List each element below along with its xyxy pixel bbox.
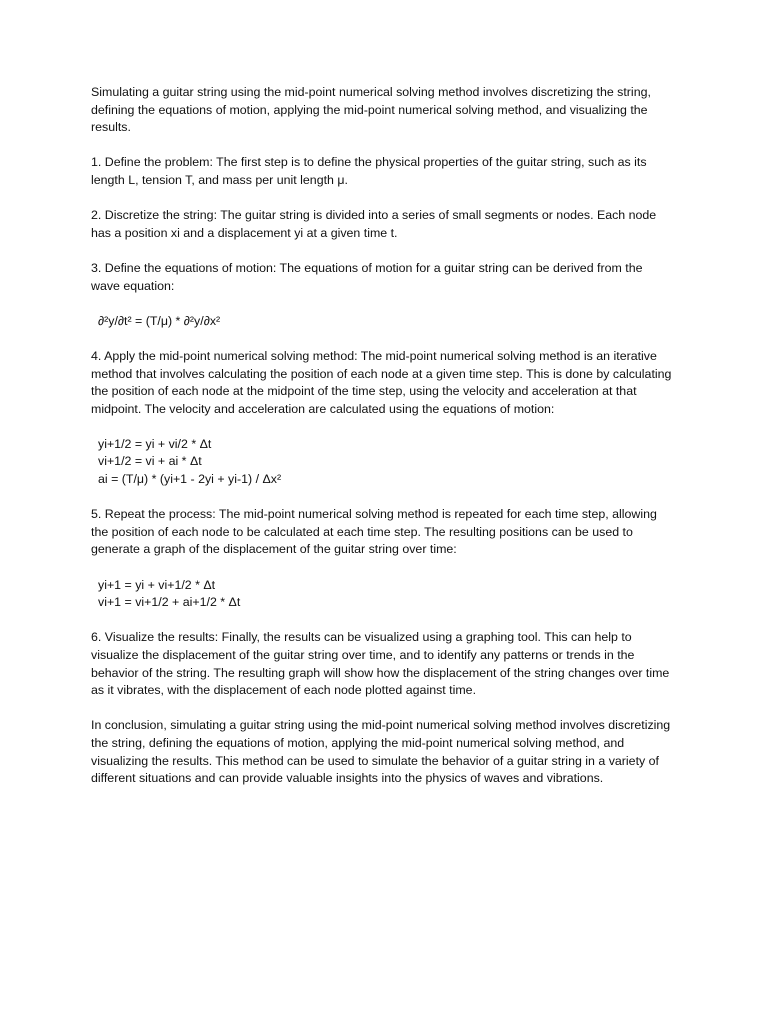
update-equation-position: yi+1 = yi + vi+1/2 * Δt — [98, 577, 216, 592]
update-equations-block — [91, 577, 672, 612]
wave-equation-block — [91, 313, 672, 331]
step-3-paragraph: 3. Define the equations of motion: The equations of motion for a guitar string can be derived from the wave equation: — [91, 260, 646, 293]
conclusion-paragraph: In conclusion, simulating a guitar string using the mid-point numerical solving method involves discretizing the string, defining the equations of motion, applying the mid-point numerical solving method, and visualizing the results. This method can be used to simulate the behavior of a guitar string in a variety of different situations and can provide valuable insights into the physics of waves and vibrations. — [91, 718, 674, 786]
step-2-paragraph: 2. Discretize the string: The guitar string is divided into a series of small segments or nodes. Each node has a position xi and a displacement yi at a given time t. — [91, 208, 660, 240]
step-5-paragraph: 5. Repeat the process: The mid-point numerical solving method is repeated for each time step, allowing the position of each node to be calculated at each time step. The resulting positions can be used to generate a graph of the displacement of the guitar string over time: — [91, 507, 661, 557]
midpoint-equation-acceleration: ai = (T/μ) * (yi+1 - 2yi + yi-1) / Δx² — [98, 472, 282, 487]
midpoint-equation-velocity: vi+1/2 = vi + ai * Δt — [98, 454, 202, 469]
wave-equation: ∂²y/∂t² = (T/μ) * ∂²y/∂x² — [98, 313, 221, 328]
midpoint-equation-position: yi+1/2 = yi + vi/2 * Δt — [98, 436, 212, 451]
intro-paragraph: Simulating a guitar string using the mid-point numerical solving method involves discretizing the string, defining the equations of motion, applying the mid-point numerical solving method, and visualizing the results. — [91, 85, 655, 135]
update-equation-velocity: vi+1 = vi+1/2 + ai+1/2 * Δt — [98, 595, 241, 610]
step-1-paragraph: 1. Define the problem: The first step is to define the physical properties of the guitar string, such as its length L, tension T, and mass per unit length μ. — [91, 155, 651, 187]
midpoint-equations-block — [91, 436, 672, 489]
step-4-paragraph: 4. Apply the mid-point numerical solving method: The mid-point numerical solving method is an iterative method that involves calculating the position of each node at a given time step. This is done by calculating the position of each node at the midpoint of the time step, using the velocity and acceleration at that midpoint. The velocity and acceleration are calculated using the equations of motion: — [91, 348, 675, 416]
step-6-paragraph: 6. Visualize the results: Finally, the results can be visualized using a graphing tool. This can help to visualize the displacement of the guitar string over time, and to identify any patterns or trends in the behavior of the string. The resulting graph will show how the displacement of the string changes over time as it vibrates, with the displacement of each node plotted against time. — [91, 630, 673, 698]
